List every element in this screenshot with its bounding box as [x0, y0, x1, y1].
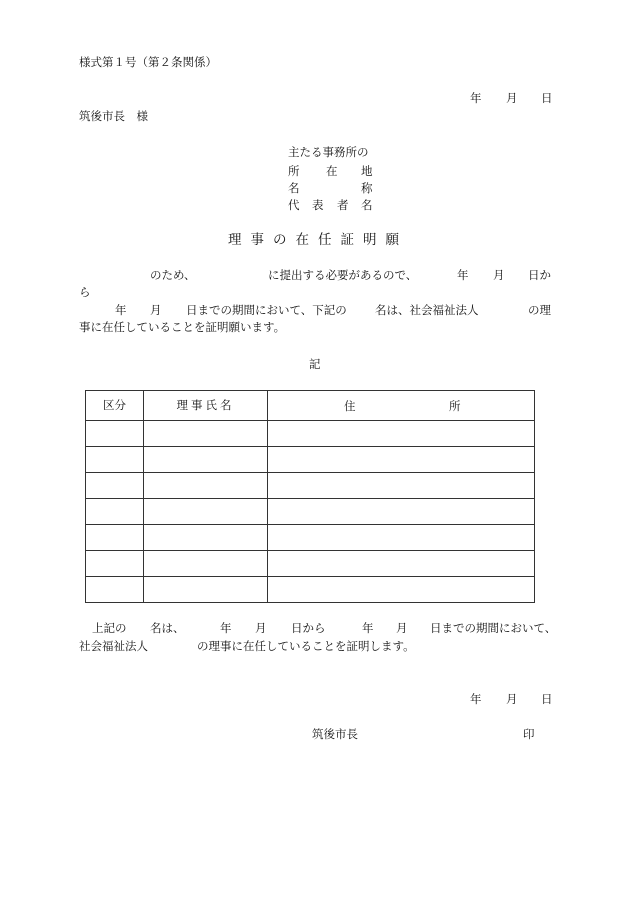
address-cell — [268, 473, 535, 499]
location-char-1: 所 — [288, 164, 300, 178]
body-purpose: のため、 — [150, 268, 196, 282]
bottom-date-month: 月 — [506, 692, 518, 706]
cert-month-1: 月 — [255, 621, 267, 635]
body-line4: 事に在任していることを証明願います。 — [79, 320, 286, 334]
table-row — [86, 473, 535, 499]
seal-mark: 印 — [523, 727, 535, 741]
body-director: の理 — [528, 303, 551, 317]
table-row — [86, 525, 535, 551]
table-row — [86, 499, 535, 525]
date-day-label: 日 — [541, 91, 553, 105]
address-cell — [268, 551, 535, 577]
cert-month-2: 月 — [396, 621, 408, 635]
director-name-cell — [144, 499, 268, 525]
name-char-1: 名 — [288, 181, 300, 195]
director-name-cell — [144, 447, 268, 473]
body-line2: ら — [79, 285, 91, 299]
form-number: 様式第１号（第２条関係） — [79, 55, 217, 69]
header-address-char-1: 住 — [344, 399, 356, 413]
category-cell — [86, 551, 144, 577]
director-name-cell — [144, 473, 268, 499]
cert-year-1: 年 — [220, 621, 232, 635]
address-cell — [268, 447, 535, 473]
body-year-2: 年 — [115, 303, 127, 317]
name-char-2: 称 — [361, 181, 373, 195]
office-label: 主たる事務所の — [288, 145, 369, 159]
location-char-2: 在 — [326, 164, 338, 178]
body-day-from: 日か — [528, 268, 551, 282]
body-year: 年 — [457, 268, 469, 282]
director-name-cell — [144, 421, 268, 447]
table-header-row — [86, 391, 535, 421]
date-year-label: 年 — [470, 91, 482, 105]
document-title: 理事の在任証明願 — [228, 232, 408, 248]
address-cell — [268, 577, 535, 603]
bottom-date-day: 日 — [541, 692, 553, 706]
address-cell — [268, 525, 535, 551]
category-cell — [86, 473, 144, 499]
director-name-cell — [144, 551, 268, 577]
directors-table — [85, 390, 535, 603]
category-cell — [86, 499, 144, 525]
cert-year-2: 年 — [362, 621, 374, 635]
cert-day-from: 日から — [291, 621, 326, 635]
table-row — [86, 577, 535, 603]
cert-statement: の理事に在任していることを証明します。 — [197, 639, 415, 653]
header-address — [268, 391, 535, 421]
rep-char-1: 代 — [288, 198, 300, 212]
ki-label: 記 — [309, 357, 321, 371]
address-cell — [268, 499, 535, 525]
body-period: 日までの期間において、下記の — [186, 303, 347, 317]
table-row — [86, 551, 535, 577]
cert-corporation: 社会福祉法人 — [79, 639, 148, 653]
cert-above: 上記の — [92, 621, 127, 635]
category-cell — [86, 447, 144, 473]
body-month-2: 月 — [150, 303, 162, 317]
category-cell — [86, 525, 144, 551]
addressee: 筑後市長 様 — [79, 109, 148, 123]
category-cell — [86, 577, 144, 603]
category-cell — [86, 421, 144, 447]
rep-char-2: 表 — [312, 198, 324, 212]
rep-char-4: 名 — [361, 198, 373, 212]
table-row — [86, 421, 535, 447]
location-char-3: 地 — [361, 164, 373, 178]
header-category: 区分 — [86, 391, 144, 421]
body-submit-to: に提出する必要があるので、 — [268, 268, 418, 282]
director-name-cell — [144, 577, 268, 603]
table-row — [86, 447, 535, 473]
address-cell — [268, 421, 535, 447]
header-address-char-2: 所 — [449, 399, 461, 413]
issuer-title: 筑後市長 — [312, 727, 358, 741]
date-month-label: 月 — [506, 91, 518, 105]
body-month: 月 — [493, 268, 505, 282]
bottom-date-year: 年 — [470, 692, 482, 706]
cert-count: 名は、 — [150, 621, 185, 635]
director-name-cell — [144, 525, 268, 551]
cert-period: 日までの期間において、 — [430, 621, 557, 635]
rep-char-3: 者 — [337, 198, 349, 212]
header-director-name: 理事氏名 — [144, 391, 268, 421]
body-count: 名は、社会福祉法人 — [375, 303, 479, 317]
